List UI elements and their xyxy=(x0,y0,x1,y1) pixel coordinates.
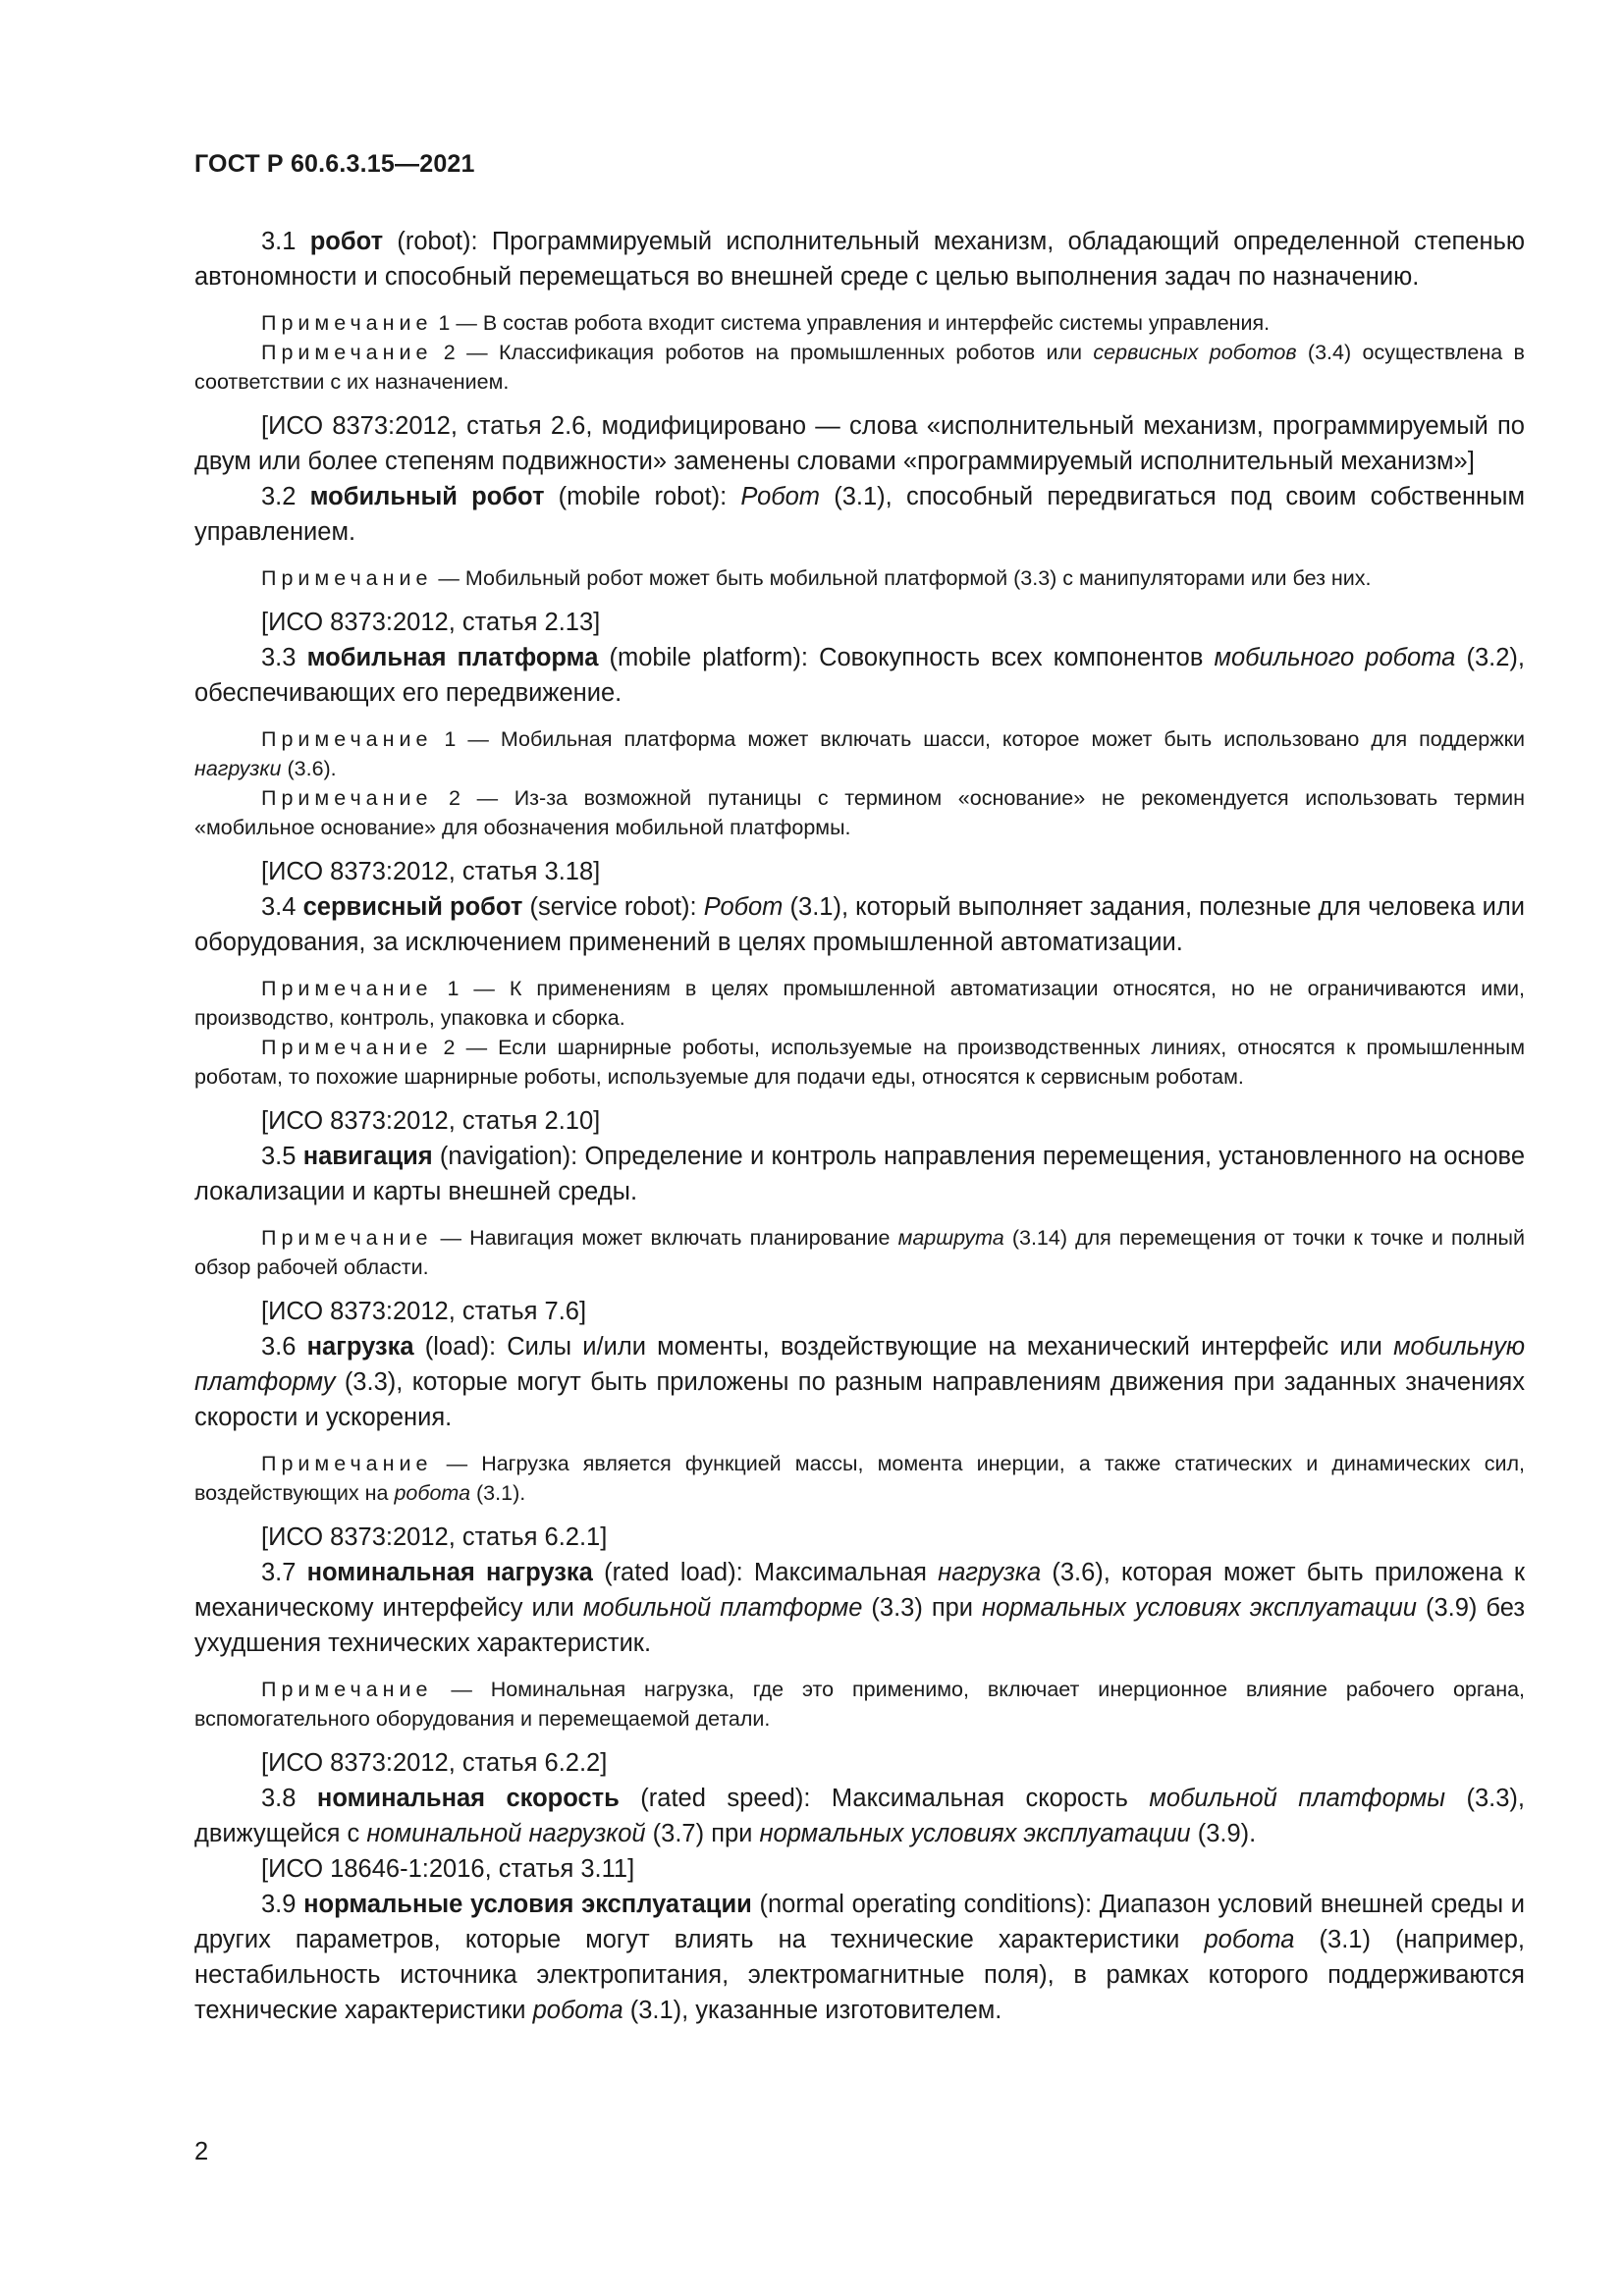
text-segment: (3.7) при xyxy=(645,1820,760,1847)
text-segment: (3.6), которая может быть приложена к механическому интерфейсу или xyxy=(194,1559,1525,1622)
note-paragraph xyxy=(194,783,1525,842)
term-reference: мобильную платформу xyxy=(194,1333,1525,1396)
note-paragraph xyxy=(194,1033,1525,1092)
terms-section xyxy=(194,224,1525,2028)
term-reference: номинальной нагрузкой xyxy=(366,1820,646,1847)
term-definition xyxy=(194,889,1525,960)
note-label: Примечание xyxy=(261,1226,433,1250)
term-reference: робота xyxy=(1204,1926,1295,1953)
source-reference xyxy=(194,1745,1525,1781)
term-name: нормальные условия эксплуатации xyxy=(303,1891,752,1918)
text-segment: (navigation): Определение и контроль направления перемещения, установленного на основе локализации и карты внешней среды. xyxy=(194,1143,1525,1205)
text-segment: 3.3 xyxy=(261,644,307,671)
term-name: нагрузка xyxy=(306,1333,414,1361)
term-definition xyxy=(194,1781,1525,1851)
term-reference: маршрута xyxy=(897,1226,1004,1250)
text-segment: [ИСО 8373:2012, статья 3.18] xyxy=(261,858,601,885)
text-segment: (3.2), обеспечивающих его передвижение. xyxy=(194,644,1525,707)
source-reference xyxy=(194,1851,1525,1887)
source-reference xyxy=(194,1103,1525,1139)
text-segment: 3.4 xyxy=(261,893,303,921)
text-segment: 3.8 xyxy=(261,1785,317,1812)
text-segment: (mobile platform): Совокупность всех компонентов xyxy=(598,644,1215,671)
term-definition xyxy=(194,479,1525,550)
term-name: номинальная скорость xyxy=(316,1785,620,1812)
text-segment: (robot): Программируемый исполнительный механизм, обладающий определенной степенью автономности и способный перемещаться во внешней среде с целью выполнения задач по назначению. xyxy=(194,228,1525,291)
note-label: Примечание xyxy=(261,566,433,590)
note-paragraph xyxy=(194,974,1525,1033)
note-label: Примечание xyxy=(261,1678,433,1701)
text-segment: (3.3), которые могут быть приложены по разным направлениям движения при заданных значениях скорости и ускорения. xyxy=(194,1368,1525,1431)
note-paragraph xyxy=(194,563,1525,593)
text-segment: (rated load): Максимальная xyxy=(592,1559,939,1586)
text-segment: (3.6). xyxy=(281,757,337,780)
text-segment: 1 — В состав робота входит система управления и интерфейс системы управления. xyxy=(432,311,1271,335)
text-segment: (load): Силы и/или моменты, воздействующие на механический интерфейс или xyxy=(413,1333,1394,1361)
term-reference: Робот xyxy=(740,483,821,510)
term-reference: Робот xyxy=(703,893,784,921)
text-segment: [ИСО 8373:2012, статья 6.2.1] xyxy=(261,1523,608,1551)
text-segment: (3.4) осуществлена в соответствии с их назначением. xyxy=(194,341,1525,394)
text-segment: 3.5 xyxy=(261,1143,303,1170)
term-definition xyxy=(194,224,1525,294)
text-segment: — Нагрузка является функцией массы, момента инерции, а также статических и динамических сил, воздействующих на xyxy=(194,1452,1525,1505)
term-reference: нагрузка xyxy=(938,1559,1042,1586)
text-segment: [ИСО 8373:2012, статья 2.6, модифицировано — слова «исполнительный механизм, программируемый по двум или более степеням подвижности» заменены словами «программируемый исполнительный механизм»] xyxy=(194,412,1525,475)
term-definition xyxy=(194,1555,1525,1661)
term-definition xyxy=(194,1139,1525,1209)
note-paragraph xyxy=(194,338,1525,397)
term-definition xyxy=(194,640,1525,711)
text-segment: 1 — Мобильная платформа может включать шасси, которое может быть использовано для поддержки xyxy=(432,727,1525,751)
note-paragraph xyxy=(194,724,1525,783)
term-name: мобильная платформа xyxy=(306,644,599,671)
text-segment: (3.3), движущейся с xyxy=(194,1785,1525,1847)
term-reference: робота xyxy=(532,1997,623,2024)
note-paragraph xyxy=(194,1223,1525,1282)
term-reference: робота xyxy=(394,1481,471,1505)
text-segment: — Номинальная нагрузка, где это применимо, включает инерционное влияние рабочего органа, вспомогательного оборудования и перемещаемой детали. xyxy=(194,1678,1525,1731)
text-segment: 3.6 xyxy=(261,1333,307,1361)
term-name: мобильный робот xyxy=(309,483,545,510)
text-segment: (rated speed): Максимальная скорость xyxy=(619,1785,1150,1812)
page-number: 2 xyxy=(194,2138,209,2165)
text-segment: 3.9 xyxy=(261,1891,304,1918)
note-label: Примечание xyxy=(261,1452,433,1475)
source-reference xyxy=(194,854,1525,889)
text-segment: (3.1) (например, нестабильность источника электропитания, электромагнитные поля), в рамках которого поддерживаются технические характеристики xyxy=(194,1926,1525,2024)
note-label: Примечание xyxy=(261,1036,433,1059)
note-label: Примечание xyxy=(261,786,433,810)
note-paragraph xyxy=(194,1675,1525,1734)
term-reference: сервисных роботов xyxy=(1093,341,1297,364)
term-name: номинальная нагрузка xyxy=(306,1559,593,1586)
text-segment: [ИСО 8373:2012, статья 2.10] xyxy=(261,1107,601,1135)
term-reference: нормальных условиях эксплуатации xyxy=(982,1594,1417,1622)
text-segment: (3.14) для перемещения от точки к точке и полный обзор рабочей области. xyxy=(194,1226,1525,1279)
text-segment: (3.1), который выполняет задания, полезные для человека или оборудования, за исключением применений в целях промышленной автоматизации. xyxy=(194,893,1525,956)
term-definition xyxy=(194,1329,1525,1435)
text-segment: 2 — Из-за возможной путаницы с термином «основание» не рекомендуется использовать термин «мобильное основание» для обозначения мобильной платформы. xyxy=(194,786,1525,839)
text-segment: 1 — К применениям в целях промышленной автоматизации относятся, но не ограничиваются ими, производство, контроль, упаковка и сборка. xyxy=(194,977,1525,1030)
text-segment: [ИСО 8373:2012, статья 6.2.2] xyxy=(261,1749,608,1777)
text-segment: (3.9) без ухудшения технических характеристик. xyxy=(194,1594,1526,1657)
text-segment: (normal operating conditions): Диапазон условий внешней среды и других параметров, которые могут влиять на технические характеристики xyxy=(194,1891,1525,1953)
note-label: Примечание xyxy=(261,977,433,1000)
term-name: навигация xyxy=(302,1143,433,1170)
term-reference: мобильного робота xyxy=(1214,644,1456,671)
source-reference xyxy=(194,1520,1525,1555)
text-segment: (mobile robot): xyxy=(544,483,741,510)
text-segment: (3.1), указанные изготовителем. xyxy=(623,1997,1002,2024)
note-label: Примечание xyxy=(261,341,433,364)
text-segment: 3.2 xyxy=(261,483,310,510)
text-segment: [ИСО 8373:2012, статья 2.13] xyxy=(261,609,601,636)
term-name: сервисный робот xyxy=(302,893,523,921)
text-segment: 3.7 xyxy=(261,1559,307,1586)
text-segment: (3.1), способный передвигаться под своим собственным управлением. xyxy=(194,483,1525,546)
note-label: Примечание xyxy=(261,727,433,751)
text-segment: [ИСО 18646-1:2016, статья 3.11] xyxy=(261,1855,635,1883)
term-reference: нормальных условиях эксплуатации xyxy=(759,1820,1191,1847)
source-reference xyxy=(194,605,1525,640)
term-definition xyxy=(194,408,1525,479)
term-definition xyxy=(194,1887,1525,2028)
source-reference xyxy=(194,1294,1525,1329)
term-name: робот xyxy=(309,228,384,255)
note-label: Примечание xyxy=(261,311,433,335)
text-segment: 2 — Классификация роботов на промышленных роботов или xyxy=(432,341,1094,364)
note-paragraph xyxy=(194,1449,1525,1508)
text-segment: (3.1). xyxy=(470,1481,526,1505)
text-segment: (service robot): xyxy=(522,893,704,921)
text-segment: 2 — Если шарнирные роботы, используемые на производственных линиях, относятся к промышленным роботам, то похожие шарнирные роботы, используемые для подачи еды, относятся к сервисным роботам. xyxy=(194,1036,1525,1089)
text-segment: [ИСО 8373:2012, статья 7.6] xyxy=(261,1298,587,1325)
text-segment: (3.9). xyxy=(1190,1820,1257,1847)
term-reference: мобильной платформе xyxy=(582,1594,863,1622)
text-segment: 3.1 xyxy=(261,228,310,255)
text-segment: — Мобильный робот может быть мобильной платформой (3.3) с манипуляторами или без них. xyxy=(432,566,1372,590)
note-paragraph xyxy=(194,308,1525,338)
text-segment: — Навигация может включать планирование xyxy=(432,1226,898,1250)
text-segment: (3.3) при xyxy=(862,1594,983,1622)
document-code-header: ГОСТ Р 60.6.3.15—2021 xyxy=(194,150,475,178)
term-reference: нагрузки xyxy=(194,757,282,780)
term-reference: мобильной платформы xyxy=(1149,1785,1445,1812)
